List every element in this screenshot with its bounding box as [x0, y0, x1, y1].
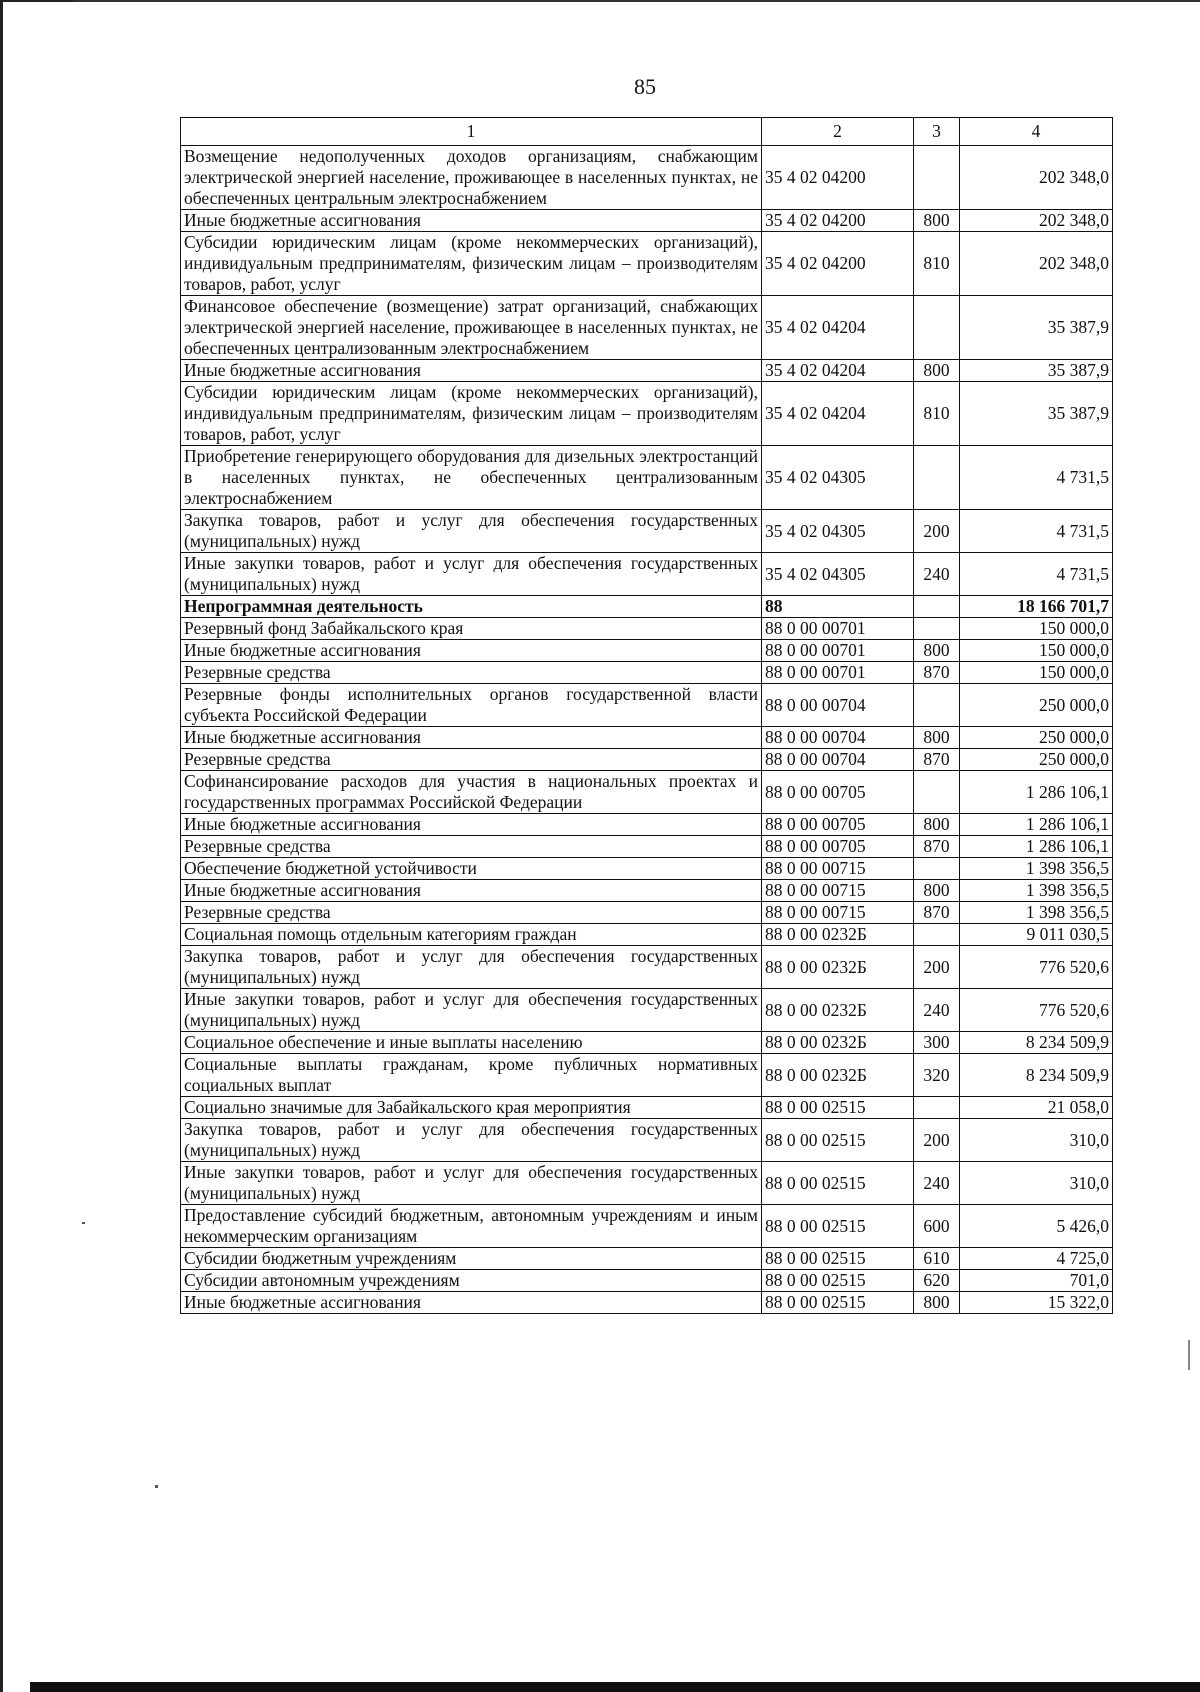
row-name-cell: Социальная помощь отдельным категориям граждан [181, 924, 762, 946]
row-code-cell: 88 0 00 00715 [762, 880, 914, 902]
row-amount-cell: 4 725,0 [960, 1248, 1113, 1270]
row-expense-type-cell: 320 [914, 1054, 960, 1097]
row-amount-cell: 202 348,0 [960, 146, 1113, 210]
row-expense-type-cell [914, 858, 960, 880]
row-name-cell: Закупка товаров, работ и услуг для обеспечения государственных (муниципальных) нужд [181, 946, 762, 989]
table-row [181, 553, 1113, 596]
row-code-cell: 35 4 02 04200 [762, 210, 914, 232]
scan-speck [82, 1222, 85, 1224]
row-name-cell: Иные бюджетные ассигнования [181, 814, 762, 836]
row-name-cell: Непрограммная деятельность [181, 596, 762, 618]
row-expense-type-cell: 620 [914, 1270, 960, 1292]
row-code-cell: 88 0 00 0232Б [762, 924, 914, 946]
page-number: 85 [634, 74, 656, 99]
row-expense-type-cell: 240 [914, 1162, 960, 1205]
row-expense-type-cell: 870 [914, 836, 960, 858]
row-amount-cell: 310,0 [960, 1162, 1113, 1205]
row-name-cell: Иные закупки товаров, работ и услуг для обеспечения государственных (муниципальных) нужд [181, 989, 762, 1032]
row-expense-type-cell [914, 446, 960, 510]
scan-speck [1188, 1340, 1190, 1370]
table-row [181, 1270, 1113, 1292]
column-header: 4 [960, 118, 1113, 146]
row-code-cell: 35 4 02 04305 [762, 446, 914, 510]
row-expense-type-cell: 600 [914, 1205, 960, 1248]
table-row [181, 1054, 1113, 1097]
row-amount-cell: 150 000,0 [960, 662, 1113, 684]
table-row [181, 640, 1113, 662]
row-name-cell: Субсидии юридическим лицам (кроме некоммерческих организаций), индивидуальным предпринимателям, физическим лицам – производителям товаров, работ, услуг [181, 232, 762, 296]
row-name-cell: Социальное обеспечение и иные выплаты населению [181, 1032, 762, 1054]
row-amount-cell: 5 426,0 [960, 1205, 1113, 1248]
row-amount-cell: 150 000,0 [960, 640, 1113, 662]
row-code-cell: 35 4 02 04200 [762, 146, 914, 210]
row-code-cell: 88 0 00 0232Б [762, 989, 914, 1032]
row-name-cell: Закупка товаров, работ и услуг для обеспечения государственных (муниципальных) нужд [181, 1119, 762, 1162]
row-name-cell: Резервные средства [181, 902, 762, 924]
row-amount-cell: 701,0 [960, 1270, 1113, 1292]
row-expense-type-cell: 870 [914, 662, 960, 684]
row-code-cell: 88 0 00 00705 [762, 836, 914, 858]
row-amount-cell: 150 000,0 [960, 618, 1113, 640]
row-name-cell: Иные бюджетные ассигнования [181, 360, 762, 382]
row-amount-cell: 35 387,9 [960, 360, 1113, 382]
row-expense-type-cell: 810 [914, 382, 960, 446]
table-row [181, 446, 1113, 510]
table-row [181, 771, 1113, 814]
row-amount-cell: 15 322,0 [960, 1292, 1113, 1314]
row-expense-type-cell [914, 596, 960, 618]
table-row [181, 989, 1113, 1032]
row-name-cell: Иные бюджетные ассигнования [181, 1292, 762, 1314]
table-row [181, 946, 1113, 989]
row-amount-cell: 9 011 030,5 [960, 924, 1113, 946]
row-name-cell: Субсидии юридическим лицам (кроме некоммерческих организаций), индивидуальным предпринимателям, физическим лицам – производителям товаров, работ, услуг [181, 382, 762, 446]
row-amount-cell: 776 520,6 [960, 946, 1113, 989]
table-row [181, 596, 1113, 618]
row-name-cell: Финансовое обеспечение (возмещение) затрат организаций, снабжающих электрической энергией население, проживающее в населенных пунктах, не обеспеченных централизованным электроснабжением [181, 296, 762, 360]
row-expense-type-cell: 800 [914, 210, 960, 232]
row-amount-cell: 250 000,0 [960, 684, 1113, 727]
row-code-cell: 88 0 00 0232Б [762, 946, 914, 989]
table-row [181, 1205, 1113, 1248]
table-row [181, 1292, 1113, 1314]
row-code-cell: 35 4 02 04305 [762, 553, 914, 596]
row-amount-cell: 35 387,9 [960, 296, 1113, 360]
row-expense-type-cell: 240 [914, 989, 960, 1032]
table-row [181, 662, 1113, 684]
row-expense-type-cell [914, 296, 960, 360]
row-expense-type-cell [914, 771, 960, 814]
column-header: 1 [181, 118, 762, 146]
budget-table-body [181, 118, 1113, 1314]
row-amount-cell: 250 000,0 [960, 727, 1113, 749]
row-code-cell: 35 4 02 04204 [762, 296, 914, 360]
row-code-cell: 88 0 00 00704 [762, 749, 914, 771]
row-name-cell: Иные закупки товаров, работ и услуг для обеспечения государственных (муниципальных) нужд [181, 1162, 762, 1205]
table-header-row [181, 118, 1113, 146]
row-code-cell: 35 4 02 04200 [762, 232, 914, 296]
row-name-cell: Иные закупки товаров, работ и услуг для обеспечения государственных (муниципальных) нужд [181, 553, 762, 596]
row-amount-cell: 8 234 509,9 [960, 1054, 1113, 1097]
table-row [181, 360, 1113, 382]
row-expense-type-cell: 300 [914, 1032, 960, 1054]
table-row [181, 1248, 1113, 1270]
row-code-cell: 88 [762, 596, 914, 618]
row-expense-type-cell [914, 924, 960, 946]
row-name-cell: Возмещение недополученных доходов организациям, снабжающим электрической энергией население, проживающее в населенных пунктах, не обеспеченных центральным электроснабжением [181, 146, 762, 210]
row-name-cell: Субсидии автономным учреждениям [181, 1270, 762, 1292]
table-row [181, 684, 1113, 727]
row-name-cell: Иные бюджетные ассигнования [181, 210, 762, 232]
row-expense-type-cell: 870 [914, 749, 960, 771]
row-code-cell: 35 4 02 04204 [762, 360, 914, 382]
table-row [181, 902, 1113, 924]
row-name-cell: Софинансирование расходов для участия в национальных проектах и государственных программах Российской Федерации [181, 771, 762, 814]
row-expense-type-cell: 800 [914, 360, 960, 382]
column-header: 3 [914, 118, 960, 146]
row-expense-type-cell: 610 [914, 1248, 960, 1270]
row-name-cell: Приобретение генерирующего оборудования для дизельных электростанций в населенных пунктах, не обеспеченных централизованным электроснабжением [181, 446, 762, 510]
scan-top-edge [0, 0, 1200, 2]
row-amount-cell: 310,0 [960, 1119, 1113, 1162]
row-code-cell: 88 0 00 00701 [762, 640, 914, 662]
table-row [181, 1097, 1113, 1119]
table-row [181, 858, 1113, 880]
row-code-cell: 88 0 00 02515 [762, 1292, 914, 1314]
table-row [181, 210, 1113, 232]
row-amount-cell: 4 731,5 [960, 510, 1113, 553]
row-name-cell: Субсидии бюджетным учреждениям [181, 1248, 762, 1270]
table-row [181, 1162, 1113, 1205]
row-expense-type-cell: 800 [914, 640, 960, 662]
row-amount-cell: 1 286 106,1 [960, 836, 1113, 858]
row-code-cell: 88 0 00 00715 [762, 858, 914, 880]
row-amount-cell: 21 058,0 [960, 1097, 1113, 1119]
row-code-cell: 88 0 00 02515 [762, 1119, 914, 1162]
table-row [181, 924, 1113, 946]
row-amount-cell: 202 348,0 [960, 232, 1113, 296]
row-name-cell: Иные бюджетные ассигнования [181, 727, 762, 749]
row-expense-type-cell [914, 684, 960, 727]
table-row [181, 146, 1113, 210]
table-row [181, 510, 1113, 553]
row-expense-type-cell: 800 [914, 880, 960, 902]
row-amount-cell: 1 286 106,1 [960, 814, 1113, 836]
row-amount-cell: 1 286 106,1 [960, 771, 1113, 814]
budget-table [180, 117, 1113, 1314]
row-expense-type-cell: 810 [914, 232, 960, 296]
row-code-cell: 88 0 00 00715 [762, 902, 914, 924]
row-code-cell: 88 0 00 02515 [762, 1162, 914, 1205]
row-name-cell: Закупка товаров, работ и услуг для обеспечения государственных (муниципальных) нужд [181, 510, 762, 553]
row-amount-cell: 4 731,5 [960, 446, 1113, 510]
row-code-cell: 88 0 00 02515 [762, 1248, 914, 1270]
row-code-cell: 35 4 02 04204 [762, 382, 914, 446]
row-name-cell: Предоставление субсидий бюджетным, автономным учреждениям и иным некоммерческим организациям [181, 1205, 762, 1248]
row-code-cell: 88 0 00 0232Б [762, 1054, 914, 1097]
row-code-cell: 88 0 00 00701 [762, 618, 914, 640]
table-row [181, 382, 1113, 446]
row-code-cell: 88 0 00 00704 [762, 684, 914, 727]
row-code-cell: 88 0 00 00705 [762, 814, 914, 836]
row-amount-cell: 776 520,6 [960, 989, 1113, 1032]
row-code-cell: 35 4 02 04305 [762, 510, 914, 553]
row-expense-type-cell [914, 1097, 960, 1119]
row-code-cell: 88 0 00 00704 [762, 727, 914, 749]
row-name-cell: Резервные фонды исполнительных органов государственной власти субъекта Российской Федерации [181, 684, 762, 727]
row-name-cell: Резервные средства [181, 749, 762, 771]
row-expense-type-cell: 800 [914, 814, 960, 836]
row-expense-type-cell: 200 [914, 510, 960, 553]
table-row [181, 1119, 1113, 1162]
row-code-cell: 88 0 00 00701 [762, 662, 914, 684]
row-expense-type-cell: 800 [914, 727, 960, 749]
row-name-cell: Социальные выплаты гражданам, кроме публичных нормативных социальных выплат [181, 1054, 762, 1097]
row-expense-type-cell: 200 [914, 946, 960, 989]
table-row [181, 814, 1113, 836]
row-amount-cell: 8 234 509,9 [960, 1032, 1113, 1054]
row-amount-cell: 18 166 701,7 [960, 596, 1113, 618]
table-row [181, 1032, 1113, 1054]
row-code-cell: 88 0 00 02515 [762, 1097, 914, 1119]
row-name-cell: Обеспечение бюджетной устойчивости [181, 858, 762, 880]
row-name-cell: Социально значимые для Забайкальского края мероприятия [181, 1097, 762, 1119]
row-expense-type-cell: 800 [914, 1292, 960, 1314]
table-row [181, 296, 1113, 360]
row-amount-cell: 1 398 356,5 [960, 858, 1113, 880]
row-amount-cell: 1 398 356,5 [960, 880, 1113, 902]
row-amount-cell: 250 000,0 [960, 749, 1113, 771]
table-row [181, 727, 1113, 749]
row-name-cell: Иные бюджетные ассигнования [181, 880, 762, 902]
row-amount-cell: 1 398 356,5 [960, 902, 1113, 924]
scan-corner-mark [0, 0, 73, 24]
row-name-cell: Резервные средства [181, 662, 762, 684]
row-expense-type-cell: 200 [914, 1119, 960, 1162]
row-code-cell: 88 0 00 0232Б [762, 1032, 914, 1054]
table-row [181, 232, 1113, 296]
scan-speck [155, 1485, 158, 1488]
row-expense-type-cell: 870 [914, 902, 960, 924]
column-header: 2 [762, 118, 914, 146]
table-row [181, 880, 1113, 902]
row-code-cell: 88 0 00 02515 [762, 1205, 914, 1248]
row-name-cell: Резервные средства [181, 836, 762, 858]
scan-bottom-edge [30, 1682, 1200, 1692]
row-expense-type-cell [914, 618, 960, 640]
row-name-cell: Резервный фонд Забайкальского края [181, 618, 762, 640]
row-amount-cell: 4 731,5 [960, 553, 1113, 596]
row-code-cell: 88 0 00 00705 [762, 771, 914, 814]
table-row [181, 836, 1113, 858]
row-amount-cell: 202 348,0 [960, 210, 1113, 232]
row-expense-type-cell [914, 146, 960, 210]
table-row [181, 749, 1113, 771]
scan-left-edge [0, 0, 3, 1692]
table-row [181, 618, 1113, 640]
row-code-cell: 88 0 00 02515 [762, 1270, 914, 1292]
row-name-cell: Иные бюджетные ассигнования [181, 640, 762, 662]
row-amount-cell: 35 387,9 [960, 382, 1113, 446]
row-expense-type-cell: 240 [914, 553, 960, 596]
